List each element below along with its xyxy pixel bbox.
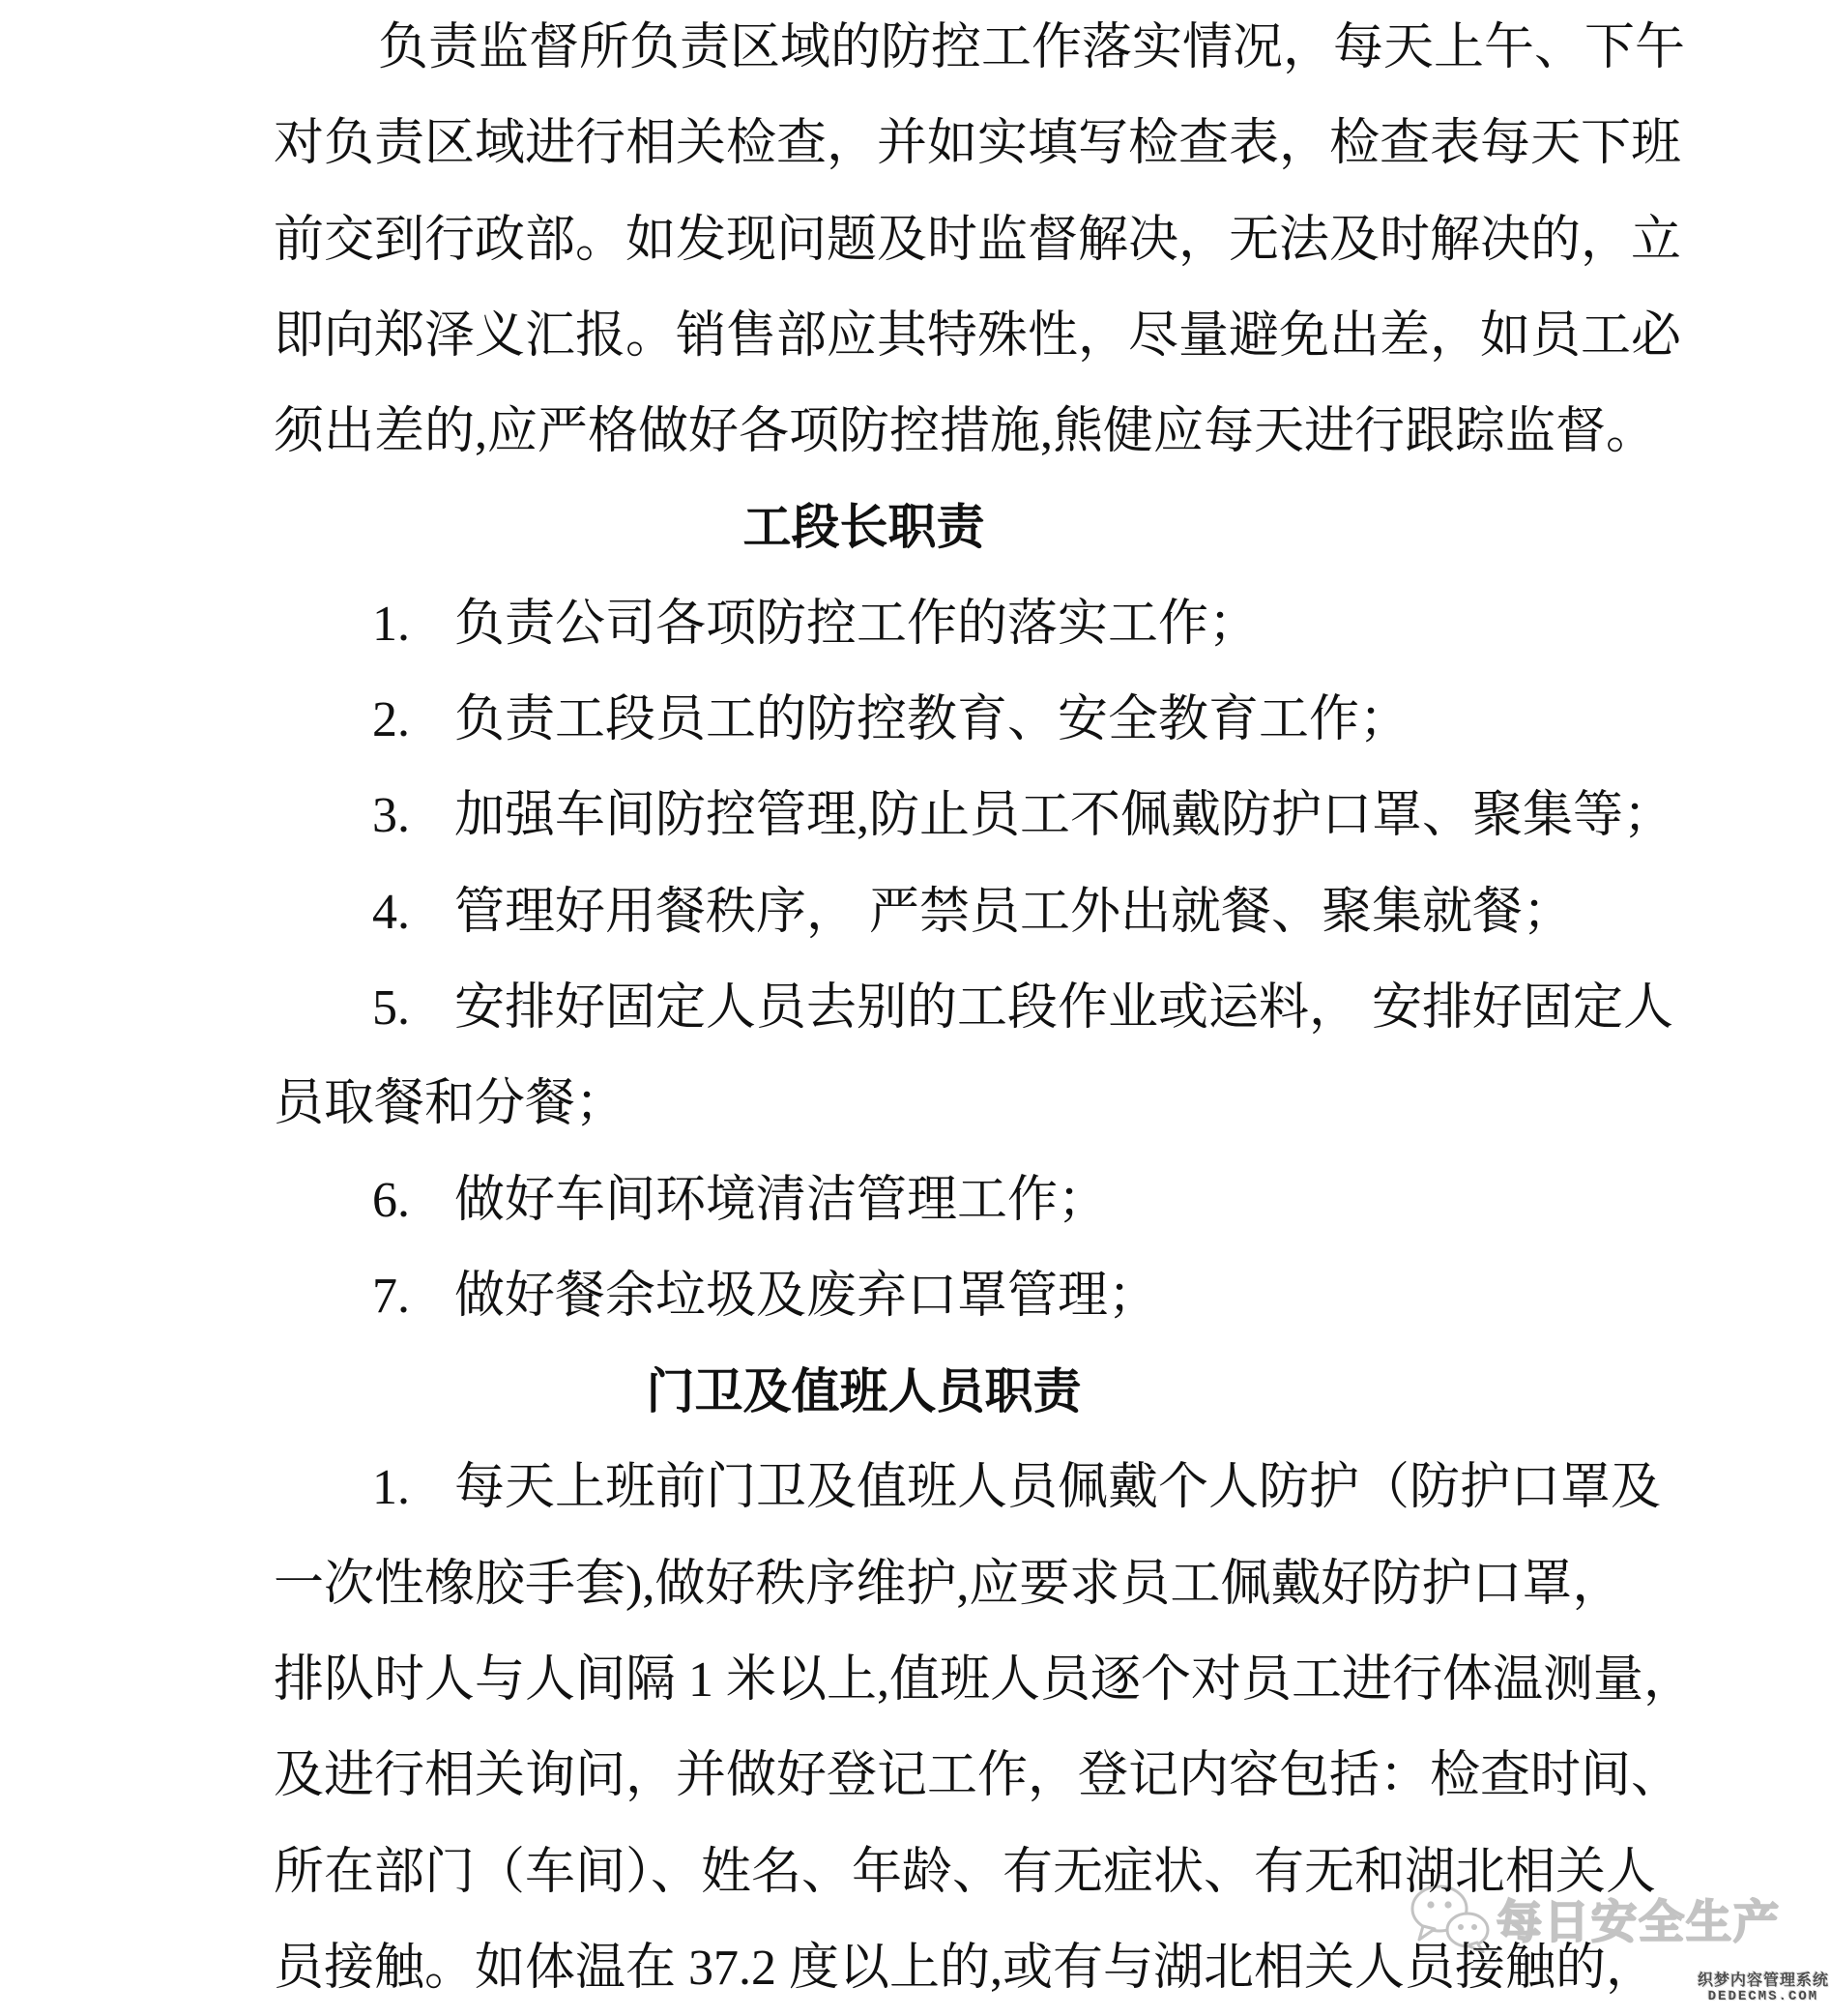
line-text: 所在部门（车间）、姓名、年龄、有无症状、有无和湖北相关人 [274,1844,1657,1900]
list-item [274,672,1585,768]
list-marker: 7. [372,1268,410,1324]
list-item [274,576,1585,672]
paragraph-line [274,384,1657,480]
list-marker: 2. [372,692,410,748]
cms-name-text: 织梦内容管理系统 [1697,1972,1829,1990]
line-text: 加强车间防控管理,防止员工不佩戴防护口罩、聚集等； [454,788,1674,844]
line-text: 做好餐余垃圾及废弃口罩管理； [454,1268,1159,1324]
line-text: 对负责区域进行相关检查，并如实填写检查表，检查表每天下班 [274,116,1682,172]
line-text: 及进行相关询问，并做好登记工作，登记内容包括：检查时间、 [274,1748,1682,1804]
paragraph-line [274,192,1682,288]
line-text: 做好车间环境清洁管理工作； [454,1172,1109,1228]
line-text: 员接触。如体温在 37.2 度以上的,或有与湖北相关人员接触的， [274,1940,1657,1996]
line-text: 排队时人与人间隔 1 米以上,值班人员逐个对员工进行体温测量， [274,1652,1695,1709]
section-heading-gatekeeper [274,1344,1454,1440]
list-item [274,1153,1585,1248]
list-item [274,864,1585,960]
line-text: 员取餐和分餐； [274,1076,626,1132]
list-marker: 1. [372,1460,410,1516]
line-text: 每天上班前门卫及值班人员佩戴个人防护（防护口罩及 [454,1460,1662,1516]
list-item-continuation [274,1536,1623,1632]
paragraph-line [274,288,1682,384]
paragraph-line [274,0,1686,96]
list-item [274,1440,1662,1535]
line-text: 负责公司各项防控工作的落实工作； [454,596,1260,652]
list-item [274,960,1674,1056]
watermark-brand-text: 每日安全生产 [1497,1895,1781,1947]
line-text: 安排好固定人员去别的工段作业或运料， 安排好固定人 [454,979,1674,1036]
line-text: 前交到行政部。如发现问题及时监督解决，无法及时解决的，立 [274,212,1682,268]
list-item-continuation [274,1825,1657,1920]
list-item-continuation [274,1728,1682,1824]
paragraph-line [274,96,1682,191]
list-marker: 6. [372,1172,410,1228]
list-item [274,1248,1585,1344]
list-item [274,768,1674,863]
list-marker: 5. [372,979,410,1036]
line-text: 负责监督所负责区域的防控工作落实情况，每天上午、下午 [378,20,1686,75]
list-item-continuation [274,1920,1657,2016]
list-item-continuation [274,1632,1695,1728]
line-text: 一次性橡胶手套),做好秩序维护,应要求员工佩戴好防护口罩， [274,1556,1623,1612]
line-text: 管理好用餐秩序， 严禁员工外出就餐、聚集就餐； [454,884,1574,940]
line-text: 即向郑泽义汇报。销售部应其特殊性，尽量避免出差，如员工必 [274,307,1682,364]
line-text: 负责工段员工的防控教育、安全教育工作； [454,692,1410,748]
cms-watermark-badge [1698,1972,1829,2004]
list-item-continuation [274,1056,1585,1152]
list-marker: 3. [372,788,410,844]
list-marker: 1. [372,596,410,652]
heading-text: 工段长职责 [742,500,985,555]
cms-domain-text: DEDECMS.COM [1707,1988,1819,2004]
section-heading-duty-leader [274,480,1454,575]
line-text: 须出差的,应严格做好各项防控措施,熊健应每天进行跟踪监督。 [274,404,1657,460]
list-marker: 4. [372,884,410,940]
heading-text: 门卫及值班人员职责 [646,1364,1082,1419]
